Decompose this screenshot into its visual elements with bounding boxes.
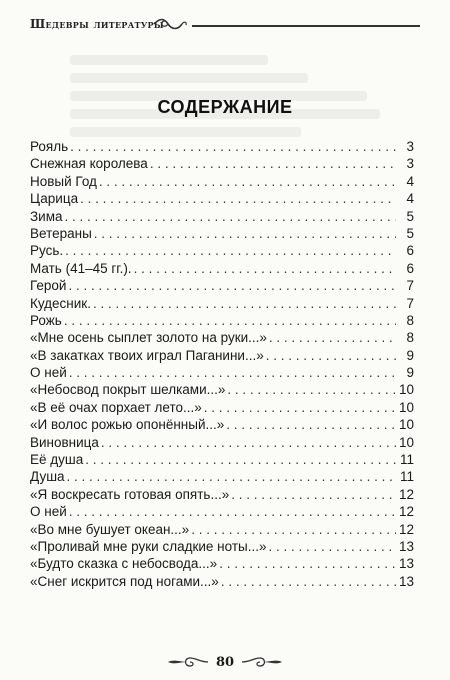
toc-entry-page: 6 <box>406 243 414 259</box>
dot-leader <box>94 225 396 242</box>
flourish-ornament-icon <box>152 16 188 32</box>
toc-entry-title: «Во мне бушует океан...» <box>30 521 190 537</box>
toc-entry-page: 12 <box>398 521 414 537</box>
toc-entry-page: 10 <box>398 399 414 415</box>
toc-entry-title: О ней <box>30 365 67 381</box>
left-flourish-icon <box>166 656 210 668</box>
toc-entry <box>30 155 414 172</box>
toc-entry <box>30 521 414 538</box>
page-number: 80 <box>215 654 235 670</box>
toc-entry-title: Мать (41–45 гг.). <box>30 260 132 276</box>
toc-entry-title: Зима <box>30 208 63 224</box>
dot-leader <box>69 503 396 520</box>
dot-leader <box>150 155 396 172</box>
dot-leader <box>67 468 396 485</box>
right-flourish-icon <box>240 656 284 668</box>
toc-entry-title: «В её очах порхает лето...» <box>30 399 202 415</box>
toc-entry <box>30 190 414 207</box>
toc-entry <box>30 347 414 364</box>
toc-entry <box>30 138 414 155</box>
toc-entry-page: 5 <box>406 208 414 224</box>
dot-leader <box>70 138 396 155</box>
toc-entry-title: «Проливай мне руки сладкие ноты...» <box>30 538 267 554</box>
dot-leader <box>227 381 396 398</box>
toc-entry <box>30 434 414 451</box>
toc-entry <box>30 538 414 555</box>
toc-entry-page: 12 <box>398 504 414 520</box>
dot-leader <box>65 242 396 259</box>
header-rule <box>192 25 420 27</box>
toc-entry-page: 10 <box>398 417 414 433</box>
running-header <box>30 14 420 36</box>
toc-entry-title: Новый Год <box>30 173 97 189</box>
toc-entry <box>30 225 414 242</box>
dot-leader <box>93 295 396 312</box>
toc-entry-title: «В закатках твоих играл Паганини...» <box>30 347 264 363</box>
toc-entry-title: Рожь <box>30 312 62 328</box>
toc-entry-page: 5 <box>406 225 414 241</box>
toc-entry-page: 12 <box>398 486 414 502</box>
dot-leader <box>134 260 396 277</box>
toc-entry-title: «Будто сказка с небосвода...» <box>30 556 218 572</box>
toc-entry <box>30 399 414 416</box>
toc-entry-page: 4 <box>406 173 414 189</box>
toc-entry-page: 3 <box>406 156 414 172</box>
dot-leader <box>64 312 396 329</box>
dot-leader <box>64 208 396 225</box>
toc-entry <box>30 468 414 485</box>
toc-entry-page: 9 <box>406 365 414 381</box>
toc-entry-title: Снежная королева <box>30 156 148 172</box>
dot-leader <box>80 190 396 207</box>
toc-entry <box>30 573 414 590</box>
toc-entry-title: «Я воскресать готовая опять...» <box>30 486 230 502</box>
toc-entry-page: 10 <box>398 434 414 450</box>
toc-entry-page: 8 <box>406 312 414 328</box>
toc-entry-title: О ней <box>30 504 67 520</box>
toc-entry <box>30 312 414 329</box>
dot-leader <box>99 173 396 190</box>
series-title: Шедевры литературы <box>30 17 164 31</box>
toc-entry-page: 4 <box>406 191 414 207</box>
toc-entry-page: 11 <box>399 469 414 485</box>
toc-entry-page: 9 <box>406 347 414 363</box>
toc-entry-title: Герой <box>30 278 67 294</box>
toc-entry <box>30 555 414 572</box>
toc-entry-title: «Небосвод покрыт шелками...» <box>30 382 226 398</box>
toc-title: СОДЕРЖАНИЕ <box>157 97 293 117</box>
toc-entry-page: 13 <box>398 538 414 554</box>
toc-entry-page: 13 <box>398 556 414 572</box>
toc-entry-title: Душа <box>30 469 65 485</box>
toc-entry <box>30 364 414 381</box>
dot-leader <box>269 538 396 555</box>
toc-entry <box>30 295 414 312</box>
toc-entry <box>30 486 414 503</box>
dot-leader <box>266 347 396 364</box>
toc-entry <box>30 242 414 259</box>
dot-leader <box>68 277 396 294</box>
toc-entry-page: 13 <box>398 573 414 589</box>
table-of-contents <box>30 138 414 590</box>
toc-entry <box>30 329 414 346</box>
dot-leader <box>204 399 396 416</box>
toc-entry <box>30 277 414 294</box>
toc-entry <box>30 208 414 225</box>
toc-entry-page: 11 <box>399 452 414 468</box>
page-footer <box>0 652 450 672</box>
toc-entry-title: Кудесник. <box>30 295 91 311</box>
dot-leader <box>269 329 396 346</box>
toc-entry <box>30 173 414 190</box>
dot-leader <box>226 416 396 433</box>
toc-entry <box>30 416 414 433</box>
toc-entry-title: Рояль <box>30 139 69 154</box>
toc-entry-title: «И волос рожью опонённый...» <box>30 417 225 433</box>
toc-entry-page: 6 <box>406 260 414 276</box>
dot-leader <box>221 573 396 590</box>
toc-entry-title: «Снег искрится под ногами...» <box>30 573 219 589</box>
toc-entry-page: 7 <box>406 295 414 311</box>
toc-entry-page: 7 <box>406 278 414 294</box>
dot-leader <box>69 364 396 381</box>
toc-entry-page: 10 <box>398 382 414 398</box>
toc-entry-page: 8 <box>406 330 414 346</box>
toc-entry-title: «Мне осень сыплет золото на руки...» <box>30 330 267 346</box>
toc-entry-page: 3 <box>406 139 414 154</box>
dot-leader <box>85 451 396 468</box>
toc-entry <box>30 503 414 520</box>
toc-entry-title: Царица <box>30 191 79 207</box>
dot-leader <box>231 486 396 503</box>
dot-leader <box>219 555 396 572</box>
toc-entry-title: Её душа <box>30 452 84 468</box>
dot-leader <box>101 434 396 451</box>
toc-entry-title: Виновница <box>30 434 99 450</box>
dot-leader <box>191 521 396 538</box>
toc-entry <box>30 260 414 277</box>
toc-entry-title: Ветераны <box>30 225 92 241</box>
toc-entry <box>30 451 414 468</box>
toc-entry <box>30 381 414 398</box>
toc-entry-title: Русь. <box>30 243 64 259</box>
